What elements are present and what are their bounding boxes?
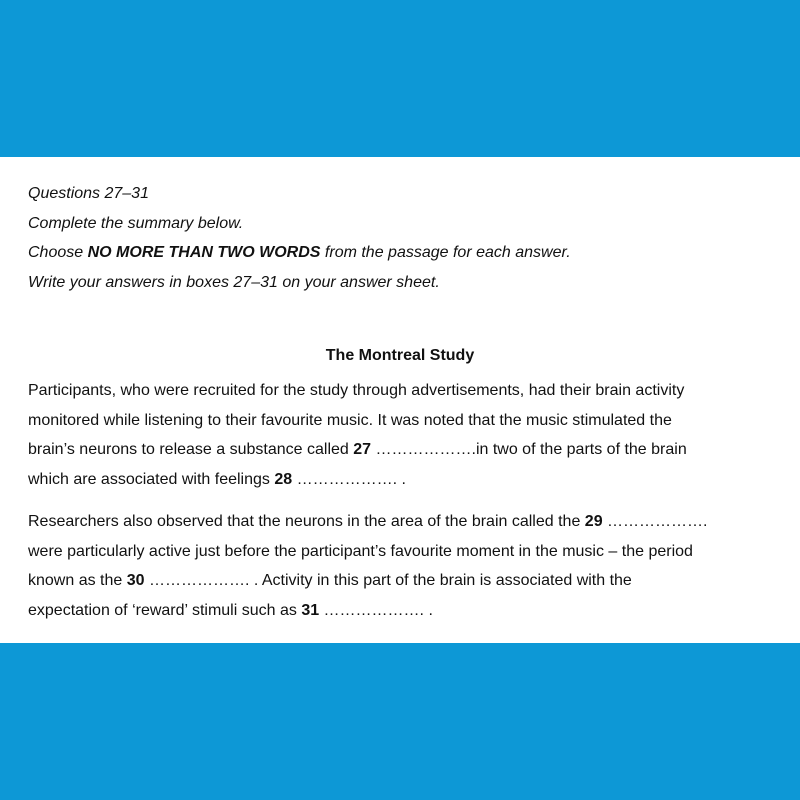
instruction-write: Write your answers in boxes 27–31 on your answer sheet. — [28, 273, 440, 291]
p1-line-4 — [28, 465, 798, 495]
p1-line-3 — [28, 435, 798, 465]
question-number-31: 31 — [301, 601, 320, 619]
p2-line-2: were particularly active just before the participant’s favourite moment in the music – the period — [28, 542, 693, 560]
answer-blank-28: ………………. . — [292, 470, 406, 488]
instruction-choose — [28, 238, 788, 268]
p1-line-3-pre: brain’s neurons to release a substance called — [28, 441, 354, 458]
p2-line-3-pre: known as the — [28, 572, 127, 589]
question-number-30: 30 — [126, 572, 145, 589]
question-sheet — [0, 157, 800, 643]
p1-line-2: monitored while listening to their favourite music. It was noted that the music stimulated the — [28, 411, 672, 429]
bottom-blue-band — [0, 643, 800, 800]
summary-paragraph-2 — [28, 507, 798, 625]
answer-blank-29: ………………. — [602, 513, 708, 530]
answer-blank-27: ……………….in two of the parts of the brain — [371, 441, 687, 458]
summary-paragraph-1 — [28, 376, 798, 494]
p2-line-3 — [28, 566, 798, 596]
answer-blank-31: ………………. . — [319, 601, 433, 619]
p2-line-1-pre: Researchers also observed that the neurons in the area of the brain called the — [28, 513, 585, 530]
summary-title: The Montreal Study — [325, 347, 475, 364]
question-number-28: 28 — [274, 470, 293, 488]
instruction-choose-pre: Choose — [28, 244, 88, 261]
question-range: Questions 27–31 — [28, 185, 149, 202]
p2-line-4-pre: expectation of ‘reward’ stimuli such as — [28, 601, 302, 619]
top-blue-band — [0, 0, 800, 157]
p1-line-4-pre: which are associated with feelings — [28, 470, 275, 488]
question-number-27: 27 — [353, 441, 372, 458]
answer-blank-30: ………………. . Activity in this part of the brain is associated with the — [144, 572, 632, 589]
p1-line-1: Participants, who were recruited for the study through advertisements, had their brain activity — [28, 382, 685, 399]
instruction-choose-post: from the passage for each answer. — [320, 244, 571, 261]
p2-line-1 — [28, 507, 798, 537]
question-number-29: 29 — [584, 513, 603, 530]
instructions-block — [28, 179, 788, 297]
p2-line-4 — [28, 596, 798, 626]
word-limit: NO MORE THAN TWO WORDS — [87, 244, 321, 261]
instruction-complete: Complete the summary below. — [28, 214, 244, 232]
